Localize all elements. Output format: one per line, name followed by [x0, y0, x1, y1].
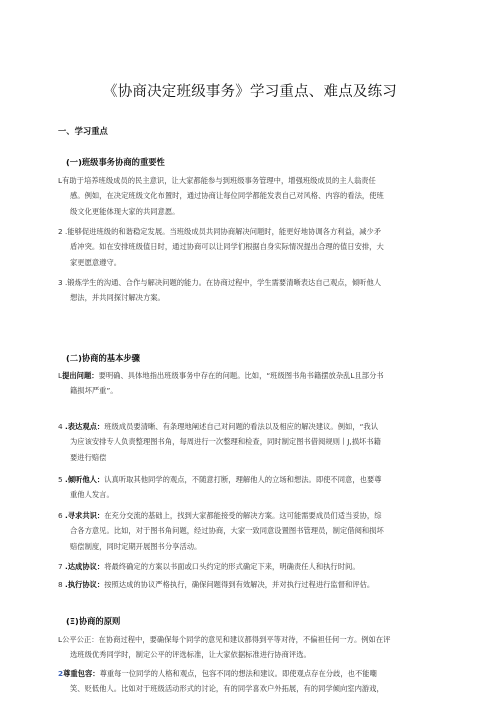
list-item-text: 为应该安排专人负责整理图书角，每周进行一次整理和检查，同时制定图书借阅规则丨J,损坏书籍: [70, 437, 381, 447]
list-item-number: 5: [58, 475, 65, 484]
list-item-number: 7: [58, 562, 65, 571]
list-item-line: [58, 647, 450, 662]
list-item-line: [58, 539, 450, 554]
list-item-number: L: [58, 176, 63, 185]
list-item-lead: 尊重包容：: [63, 669, 100, 678]
list-item: [58, 559, 450, 574]
list-item-line: [58, 173, 450, 188]
list-item-line: [58, 508, 450, 523]
list-item-lead: .表达观点：: [64, 422, 105, 431]
list-item: [58, 275, 450, 306]
list-item-text: 级文化更能体现大家的共同意愿。: [70, 206, 180, 216]
list-item-line: [58, 559, 450, 574]
list-item-text: 感。例如，在决定班级文化布置时，通过协商让每位同学都能发表自己对风格、内容的看法，使班: [70, 191, 384, 201]
list-item-number: L: [58, 371, 63, 380]
list-item-text: 盾冲突。如在安排班级值日时，通过协商可以让同学们根据自身实际情况提出合理的值日安排，大: [70, 242, 384, 252]
list-item: [58, 472, 450, 503]
list-item-lead: .执行协议：: [64, 580, 105, 589]
list-item-line: [58, 290, 450, 305]
list-item-line: [58, 275, 450, 290]
list-item-text: 合各方意见。比如，对于图书角问题，经过协商，大家一致同意设置图书管理员，制定借阅和损坏: [70, 526, 384, 536]
list-item-text: 要进行赔偿: [70, 452, 107, 462]
list-item-line: [58, 419, 450, 434]
subsection-heading-principles: (Ξ)协商的原则: [66, 616, 121, 626]
list-item-text: 将最终确定的方案以书面或口头约定的形式确定下来，明确责任人和执行时间。: [104, 562, 360, 571]
list-item: [58, 419, 450, 465]
list-item-text: 有助于培养班级成员的民主意识，让大家都能参与到班级事务管理中，增强班级成员的主人翁责任: [62, 176, 376, 185]
list-item-number: 8: [58, 580, 65, 589]
list-item-line: [58, 188, 450, 203]
list-item-text: .能够促进班级的和谐稳定发展。当班级成员共同协商解决问题时，能更好地协调各方利益，减少矛: [64, 227, 382, 236]
list-item-lead: .寻求共识：: [64, 511, 105, 520]
list-item-number: 4: [58, 422, 65, 431]
list-item-text: 选班级优秀同学时，制定公平的评选标准，让大家依据标准进行协商评选。: [70, 650, 311, 660]
list-item-text: 尊重每一位同学的人格和观点，包容不同的想法和建议。即使观点存在分歧，也不能嘲: [99, 669, 377, 678]
list-item: [58, 368, 450, 399]
list-item-line: [58, 255, 450, 270]
list-item-text: 在充分交流的基础上，找到大家都能接受的解决方案。这可能需要成员们适当妥协，综: [104, 511, 382, 520]
list-item-line: [58, 239, 450, 254]
subsection-heading-steps: (二)协商的基本步骤: [66, 353, 140, 363]
list-item-line: [58, 487, 450, 502]
list-item-text: 家更愿意遵守。: [70, 257, 122, 267]
list-item-text: 班级成员要清晰、有条理地阐述自己对问题的看法以及相应的解决建议。例如，“我认: [104, 422, 378, 431]
list-item-line: [58, 472, 450, 487]
list-item-line: [58, 368, 450, 383]
list-item: [58, 666, 450, 697]
list-item-text: 要明确、具体地指出班级事务中存在的问题。比如，“班级图书角书籍摆放杂乱L且部分书: [98, 371, 384, 380]
page-title: 《协商决定班级事务》学习重点、难点及练习: [103, 84, 397, 100]
list-item-text: .锻炼学生的沟通、合作与解决问题的能力。在协商过程中，学生需要清晰表达自己观点，倾听他人: [64, 278, 382, 287]
list-item-text: 籍损坏严重”。: [70, 386, 118, 396]
list-item-line: [58, 204, 450, 219]
list-item-line: [58, 666, 450, 681]
list-item-line: [58, 523, 450, 538]
list-item-text: 按照达成的协议严格执行，确保问题得到有效解决，并对执行过程进行监督和评估。: [104, 580, 375, 589]
list-item: [58, 577, 450, 592]
list-item-number: 2: [58, 227, 65, 236]
list-item: [58, 508, 450, 554]
list-item-line: [58, 577, 450, 592]
list-item: [58, 224, 450, 270]
list-item-number: 2: [58, 669, 64, 678]
list-item-text: 笑、贬低他人。比如对于班级活动形式的讨论，有的同学喜欢户外拓展，有的同学倾向室内游戏，: [70, 684, 384, 694]
list-item-line: [58, 632, 450, 647]
list-item-line: [58, 383, 450, 398]
list-item-text: 认真听取其他同学的观点，不随意打断，理解他人的立场和想法。即使不同意，也要尊: [104, 475, 382, 484]
list-item-text: 赔偿制度，同时定期开展图书分享活动。: [70, 541, 202, 551]
list-item-text: 重他人发言。: [70, 490, 114, 500]
list-item-number: 6: [58, 511, 65, 520]
list-item: [58, 632, 450, 663]
list-item-lead: 提出问题：: [62, 371, 99, 380]
list-item-lead: .倾听他人：: [64, 475, 105, 484]
section-heading-key-points: 一、学习重点: [58, 126, 108, 136]
list-item-number: 3: [58, 278, 65, 287]
list-item-text: 公平公正：在协商过程中，要确保每个同学的意见和建议都得到平等对待，不偏袒任何一方。例如在评: [62, 635, 391, 644]
list-item-lead: .达成协议：: [64, 562, 105, 571]
list-item: [58, 173, 450, 219]
list-item-line: [58, 681, 450, 696]
list-item-line: [58, 224, 450, 239]
list-item-text: 想法，并共同探讨解决方案。: [70, 293, 165, 303]
list-item-number: L: [58, 635, 63, 644]
subsection-heading-importance: (一)班级事务协商的重要性: [66, 157, 165, 167]
list-item-line: [58, 450, 450, 465]
list-item-line: [58, 434, 450, 449]
